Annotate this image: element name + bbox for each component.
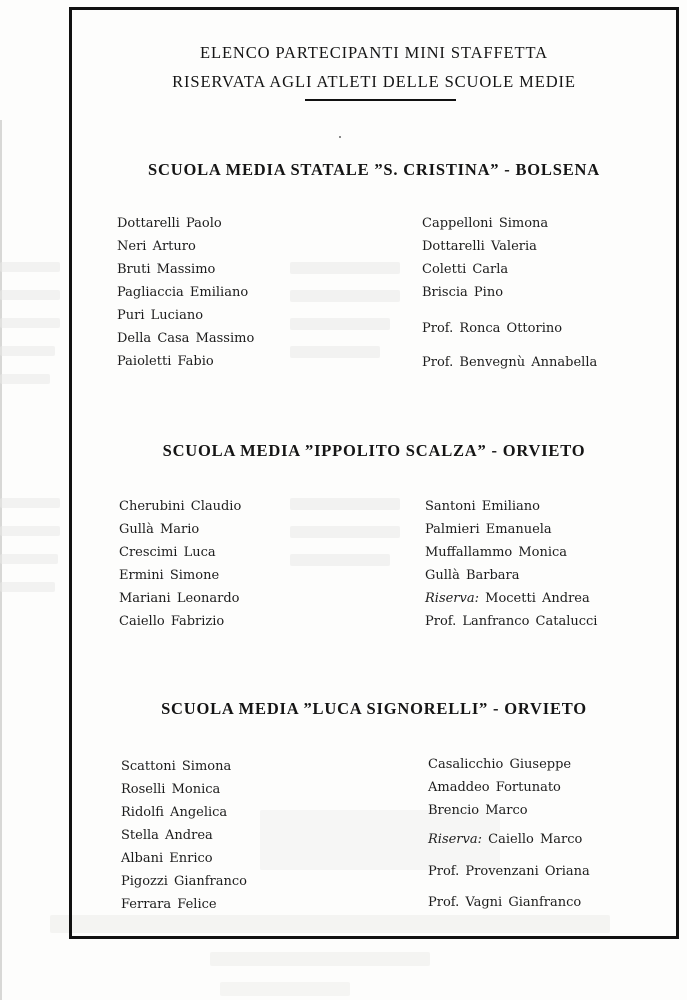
participant-name: Puri Luciano <box>117 308 204 323</box>
participant-name-text: Caiello Marco <box>488 832 583 847</box>
participant-name: Paioletti Fabio <box>117 354 214 369</box>
participant-name: Della Casa Massimo <box>117 331 255 346</box>
participant-name-text: Brencio Marco <box>428 803 528 818</box>
participant-name: Bruti Massimo <box>117 262 216 277</box>
participant-name-text: Mocetti Andrea <box>485 591 590 606</box>
participant-name-text: Prof. Benvegnù Annabella <box>422 355 598 370</box>
participant-name: Mariani Leonardo <box>119 591 240 606</box>
school-heading: SCUOLA MEDIA ”LUCA SIGNORELLI” - ORVIETO <box>161 699 587 718</box>
title-line-2: RISERVATA AGLI ATLETI DELLE SCUOLE MEDIE <box>172 72 576 91</box>
participant-name: Gullà Mario <box>119 522 200 537</box>
bleed-through-mark <box>220 982 350 996</box>
teacher-name <box>422 355 597 370</box>
riserva-label: Riserva: <box>428 832 482 847</box>
teacher-name <box>425 614 597 629</box>
school-heading: SCUOLA MEDIA ”IPPOLITO SCALZA” - ORVIETO <box>162 441 586 460</box>
bleed-through-mark <box>0 498 60 508</box>
teacher-name <box>422 321 562 336</box>
participant-name-text: Dottarelli Valeria <box>422 239 537 254</box>
participant-name: Dottarelli Paolo <box>117 216 222 231</box>
bleed-through-mark <box>0 582 55 592</box>
participant-name <box>422 262 508 277</box>
title-divider <box>305 99 456 101</box>
participant-name <box>428 757 571 772</box>
participant-name: Neri Arturo <box>117 239 196 254</box>
teacher-name <box>428 895 581 910</box>
participant-name: Ferrara Felice <box>121 897 217 912</box>
participant-name-text: Prof. Vagni Gianfranco <box>428 895 582 910</box>
participant-name-text: Prof. Lanfranco Catalucci <box>425 614 598 629</box>
participant-name: Pigozzi Gianfranco <box>121 874 247 889</box>
participant-name: Roselli Monica <box>121 782 221 797</box>
participant-name-text: Muffallammo Monica <box>425 545 568 560</box>
participant-name <box>425 522 552 537</box>
participant-name: Pagliaccia Emiliano <box>117 285 249 300</box>
document-frame <box>69 7 679 939</box>
participant-name-text: Coletti Carla <box>422 262 509 277</box>
participant-name: Cherubini Claudio <box>119 499 242 514</box>
bleed-through-mark <box>0 346 55 356</box>
reserve-name <box>425 591 590 606</box>
participant-name-text: Palmieri Emanuela <box>425 522 552 537</box>
print-speck <box>339 136 341 138</box>
participant-name <box>425 499 540 514</box>
participant-name-text: Santoni Emiliano <box>425 499 540 514</box>
participant-name: Crescimi Luca <box>119 545 216 560</box>
participant-name <box>422 285 503 300</box>
participant-name-text: Prof. Provenzani Oriana <box>428 864 590 879</box>
participant-name <box>422 216 548 231</box>
participant-name: Stella Andrea <box>121 828 213 843</box>
bleed-through-mark <box>0 374 50 384</box>
participant-name <box>428 803 528 818</box>
participant-name-text: Prof. Ronca Ottorino <box>422 321 563 336</box>
bleed-through-mark <box>0 262 60 272</box>
participant-name-text: Casalicchio Giuseppe <box>428 757 572 772</box>
bleed-through-mark <box>0 526 60 536</box>
participant-name: Ridolfi Angelica <box>121 805 228 820</box>
bleed-through-mark <box>0 318 60 328</box>
participant-name <box>425 545 567 560</box>
teacher-name <box>428 864 590 879</box>
bleed-through-mark <box>0 290 60 300</box>
bleed-through-mark <box>210 952 430 966</box>
reserve-name <box>428 832 582 847</box>
title-line-1: ELENCO PARTECIPANTI MINI STAFFETTA <box>200 43 548 62</box>
participant-name-text: Amaddeo Fortunato <box>428 780 561 795</box>
participant-name: Caiello Fabrizio <box>119 614 225 629</box>
participant-name: Ermini Simone <box>119 568 220 583</box>
participant-name <box>422 239 537 254</box>
participant-name-text: Briscia Pino <box>422 285 504 300</box>
bleed-through-mark <box>0 554 58 564</box>
participant-name: Scattoni Simona <box>121 759 232 774</box>
participant-name-text: Gullà Barbara <box>425 568 520 583</box>
school-heading: SCUOLA MEDIA STATALE ”S. CRISTINA” - BOLSENA <box>148 160 600 179</box>
participant-name <box>425 568 520 583</box>
participant-name <box>428 780 561 795</box>
participant-name-text: Cappelloni Simona <box>422 216 549 231</box>
participant-name: Albani Enrico <box>121 851 213 866</box>
riserva-label: Riserva: <box>425 591 479 606</box>
